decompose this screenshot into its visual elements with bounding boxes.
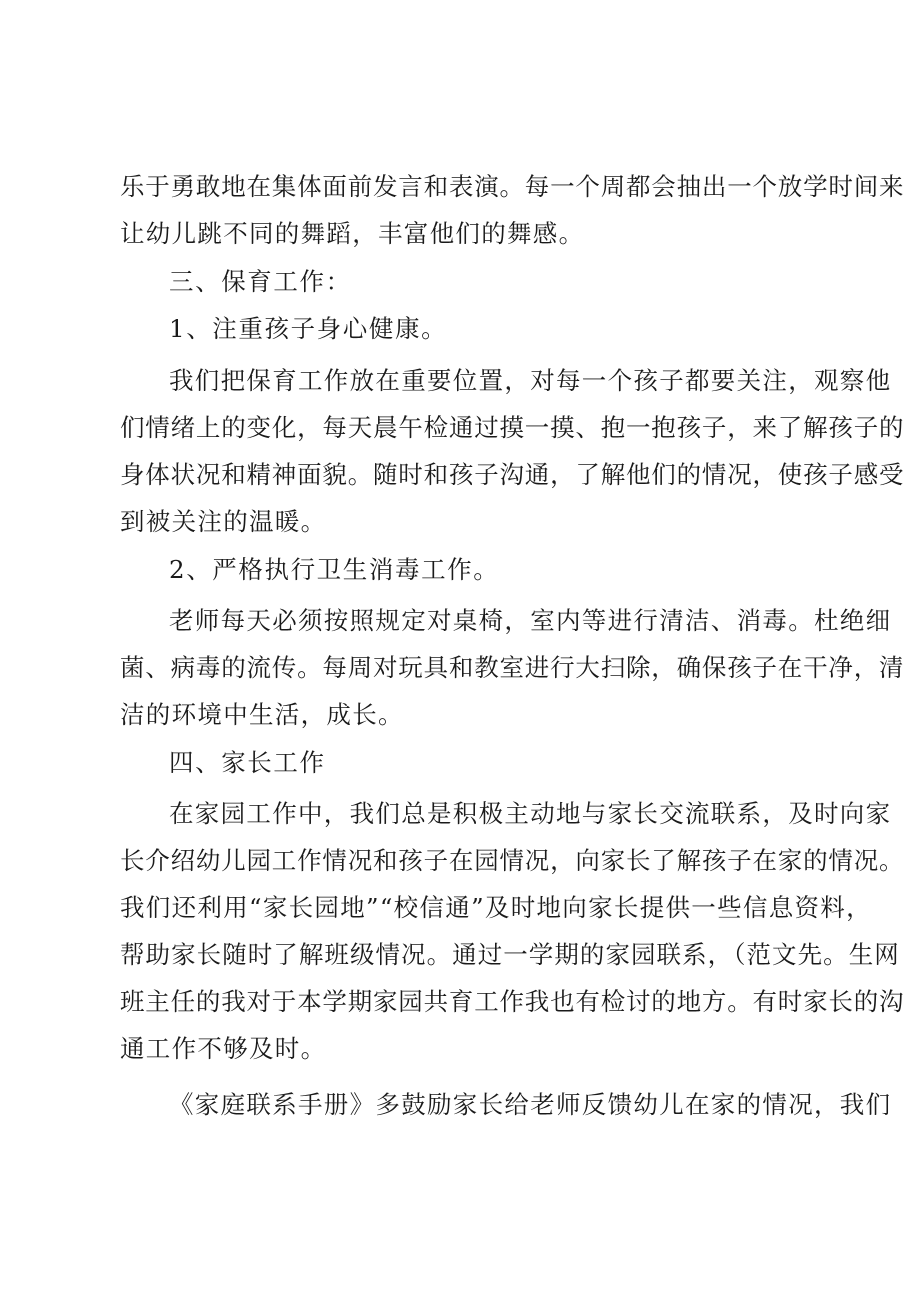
paragraph-line-11: 菌、病毒的流传。每周对玩具和教室进行大扫除，确保孩子在干净，清: [120, 653, 905, 682]
paragraph-line-1: 乐于勇敢地在集体面前发言和表演。每一个周都会抽出一个放学时间来: [120, 172, 905, 201]
paragraph-line-7: 身体状况和精神面貌。随时和孩子沟通，了解他们的情况，使孩子感受: [120, 460, 905, 489]
paragraph-line-10: 老师每天必须按照规定对桌椅，室内等进行清洁、消毒。杜绝细: [169, 606, 892, 635]
paragraph-line-6: 们情绪上的变化，每天晨午检通过摸一摸、抱一抱孩子，来了解孩子的: [120, 413, 905, 442]
section-heading-parents: 四、家长工作: [169, 748, 326, 777]
paragraph-line-12: 洁的环境中生活，成长。: [120, 700, 404, 729]
paragraph-line-17: 帮助家长随时了解班级情况。通过一学期的家园联系，（范文先。生网: [120, 940, 900, 969]
subheading-health: 1、注重孩子身心健康。: [169, 314, 448, 343]
paragraph-line-19: 通工作不够及时。: [120, 1034, 327, 1063]
section-heading-childcare: 三、保育工作：: [169, 267, 352, 296]
paragraph-line-18: 班主任的我对于本学期家园共育工作我也有检讨的地方。有时家长的沟: [120, 987, 905, 1016]
paragraph-line-20: 《家庭联系手册》多鼓励家长给老师反馈幼儿在家的情况，我们: [169, 1090, 892, 1119]
paragraph-line-8: 到被关注的温暖。: [120, 507, 327, 536]
paragraph-line-15: 长介绍幼儿园工作情况和孩子在园情况，向家长了解孩子在家的情况。: [120, 846, 905, 875]
subheading-hygiene: 2、严格执行卫生消毒工作。: [169, 555, 500, 584]
paragraph-line-14: 在家园工作中，我们总是积极主动地与家长交流联系，及时向家: [169, 799, 892, 828]
paragraph-line-16: 我们还利用“家长园地”“校信通”及时地向家长提供一些信息资料，: [120, 893, 872, 922]
paragraph-line-5: 我们把保育工作放在重要位置，对每一个孩子都要关注，观察他: [169, 366, 892, 395]
paragraph-line-2: 让幼儿跳不同的舞蹈，丰富他们的舞感。: [120, 219, 585, 248]
